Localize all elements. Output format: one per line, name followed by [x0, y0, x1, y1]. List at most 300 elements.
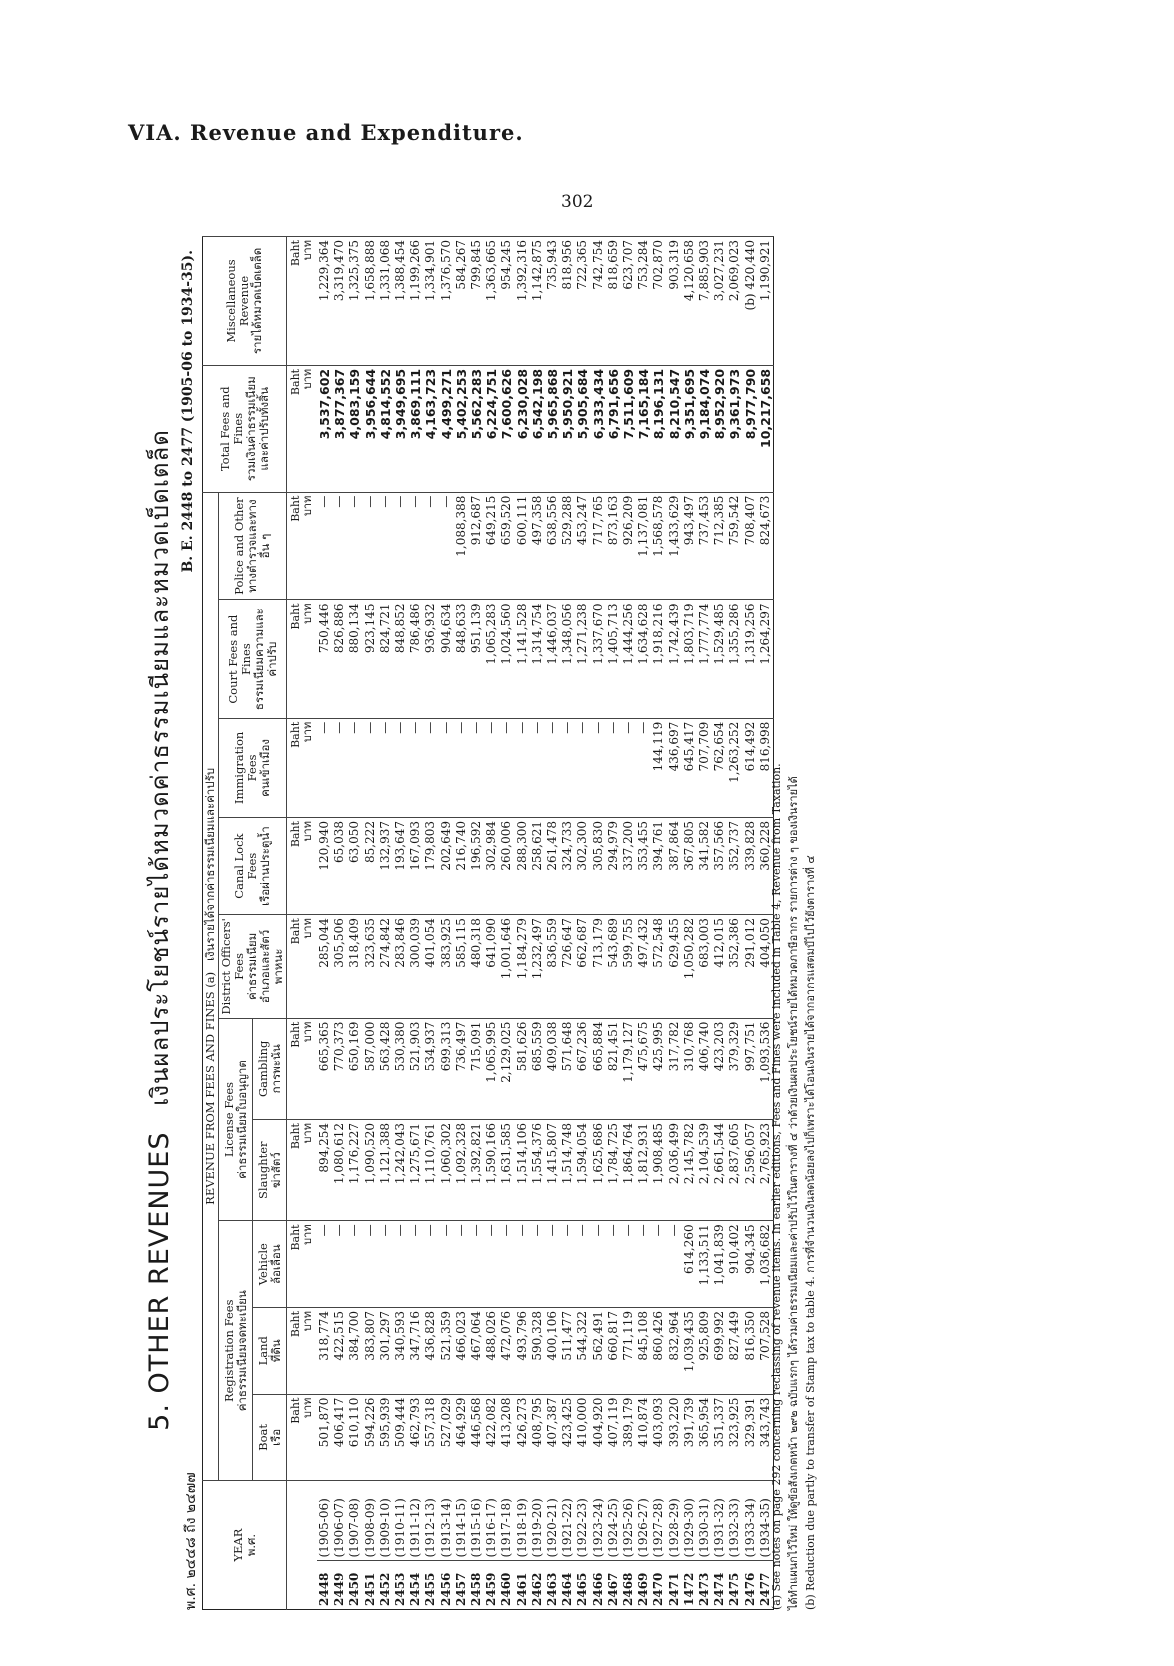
cell-police: — — [439, 492, 454, 600]
table-row — [636, 237, 651, 1610]
cell-police: 717,765 — [591, 492, 606, 600]
cell-slaughter: 1,631,585 — [499, 1120, 514, 1221]
cell-police: — — [363, 492, 378, 600]
cell-land: 467,064 — [469, 1307, 484, 1394]
cell-land: 466,023 — [454, 1307, 469, 1394]
cell-vehicle: 1,133,511 — [697, 1221, 712, 1308]
cell-court: 1,355,286 — [727, 600, 742, 718]
cell-gambling: 699,313 — [439, 1018, 454, 1119]
cell-misc: 753,284 — [636, 237, 651, 366]
cell-canal: 193,647 — [393, 818, 408, 915]
cell-police: 453,247 — [575, 492, 590, 600]
cell-court: 1,777,774 — [697, 600, 712, 718]
cell-misc: 584,267 — [454, 237, 469, 366]
cell-district: 713,179 — [591, 915, 606, 1018]
cell-police: 737,453 — [697, 492, 712, 600]
cell-court: 1,742,439 — [667, 600, 682, 718]
cell-ad: (1930-31) — [697, 1481, 712, 1561]
table-row — [347, 237, 362, 1610]
cell-land: 1,039,435 — [682, 1307, 697, 1394]
table-row — [499, 237, 514, 1610]
cell-immigration: — — [378, 718, 393, 817]
cell-vehicle: 614,260 — [682, 1221, 697, 1308]
cell-be: 2473 — [697, 1561, 712, 1610]
cell-total: 10,217,658 — [758, 365, 774, 492]
cell-vehicle: — — [423, 1221, 438, 1308]
cell-gambling: 821,451 — [606, 1018, 621, 1119]
cell-total: 5,950,921 — [560, 365, 575, 492]
cell-vehicle: — — [499, 1221, 514, 1308]
cell-misc: 1,363,665 — [484, 237, 499, 366]
cell-boat: 406,417 — [332, 1394, 347, 1481]
cell-boat: 610,110 — [347, 1394, 362, 1481]
cell-total: 8,977,790 — [743, 365, 758, 492]
cell-misc: 4,120,658 — [682, 237, 697, 366]
cell-canal: 260,006 — [499, 818, 514, 915]
cell-total: 3,869,111 — [408, 365, 423, 492]
cell-total: 3,877,367 — [332, 365, 347, 492]
cell-vehicle: — — [636, 1221, 651, 1308]
table-title-english: OTHER REVENUES — [144, 1131, 175, 1394]
cell-canal: 357,566 — [712, 818, 727, 915]
table-row — [363, 237, 378, 1610]
table-row — [697, 237, 712, 1610]
cell-misc: 954,245 — [499, 237, 514, 366]
cell-ad: (1923-24) — [591, 1481, 606, 1561]
cell-total: 5,402,253 — [454, 365, 469, 492]
cell-misc: 3,319,470 — [332, 237, 347, 366]
court-header: Court Fees and Fines ธรรมเนียมความและค่าปรับ — [219, 600, 287, 718]
cell-slaughter: 1,812,931 — [636, 1120, 651, 1221]
cell-misc: 1,142,875 — [530, 237, 545, 366]
table-row — [454, 237, 469, 1610]
other-revenues-table — [202, 236, 774, 1610]
cell-police: — — [378, 492, 393, 600]
cell-gambling: 563,428 — [378, 1018, 393, 1119]
cell-ad: (1909-10) — [378, 1481, 393, 1561]
police-header: Police and Other ทางตำรวจและทางอื่น ๆ — [219, 492, 287, 600]
cell-district: 283,846 — [393, 915, 408, 1018]
table-row — [727, 237, 742, 1610]
cell-immigration: — — [393, 718, 408, 817]
cell-ad: (1927-28) — [651, 1481, 666, 1561]
cell-slaughter: 1,242,043 — [393, 1120, 408, 1221]
cell-ad: (1931-32) — [712, 1481, 727, 1561]
boat-header: Boat เรือ — [253, 1394, 287, 1481]
cell-gambling: 317,782 — [667, 1018, 682, 1119]
cell-be: 2462 — [530, 1561, 545, 1610]
unit-cell: Baht บาท — [287, 1394, 318, 1481]
cell-be: 2471 — [667, 1561, 682, 1610]
cell-canal: 216,740 — [454, 818, 469, 915]
table-row — [682, 237, 697, 1610]
cell-be: 2477 — [758, 1561, 774, 1610]
cell-misc: 1,388,454 — [393, 237, 408, 366]
cell-district: 285,044 — [317, 915, 332, 1018]
table-row — [408, 237, 423, 1610]
table-row — [332, 237, 347, 1610]
cell-ad: (1919-20) — [530, 1481, 545, 1561]
cell-boat: 404,920 — [591, 1394, 606, 1481]
cell-district: 683,003 — [697, 915, 712, 1018]
cell-gambling: 571,648 — [560, 1018, 575, 1119]
cell-court: 1,348,056 — [560, 600, 575, 718]
footnote-b: (b) Reduction due partly to transfer of Stamp tax to table 4. การที่จำนวนเงินลดน้อยลงไปก็เพราะได้โอนเงินรายได้จากอากรแสตมป์ไปไว้ยังตารางที่ ๔ — [804, 855, 817, 1610]
cell-ad: (1933-34) — [743, 1481, 758, 1561]
cell-district: 401,054 — [423, 915, 438, 1018]
cell-land: 860,426 — [651, 1307, 666, 1394]
cell-be: 2450 — [347, 1561, 362, 1610]
cell-land: 422,515 — [332, 1307, 347, 1394]
cell-court: 1,337,670 — [591, 600, 606, 718]
cell-ad: (1905-06) — [317, 1481, 332, 1561]
cell-ad: (1928-29) — [667, 1481, 682, 1561]
cell-district: 599,755 — [621, 915, 636, 1018]
cell-immigration: 707,709 — [697, 718, 712, 817]
table-row — [423, 237, 438, 1610]
cell-be: 2470 — [651, 1561, 666, 1610]
cell-immigration: — — [332, 718, 347, 817]
cell-immigration: — — [499, 718, 514, 817]
cell-misc: 818,659 — [606, 237, 621, 366]
cell-district: 836,559 — [545, 915, 560, 1018]
cell-misc: 7,885,903 — [697, 237, 712, 366]
table-row — [667, 237, 682, 1610]
cell-misc: (b) 420,440 — [743, 237, 758, 366]
cell-district: 641,090 — [484, 915, 499, 1018]
cell-land: 544,322 — [575, 1307, 590, 1394]
cell-gambling: 650,169 — [347, 1018, 362, 1119]
cell-land: 699,992 — [712, 1307, 727, 1394]
cell-land: 511,477 — [560, 1307, 575, 1394]
cell-total: 9,361,973 — [727, 365, 742, 492]
cell-slaughter: 2,036,499 — [667, 1120, 682, 1221]
cell-vehicle: — — [591, 1221, 606, 1308]
cell-police: 873,163 — [606, 492, 621, 600]
cell-vehicle: — — [667, 1221, 682, 1308]
cell-total: 6,542,198 — [530, 365, 545, 492]
cell-immigration: — — [347, 718, 362, 817]
cell-misc: 1,229,364 — [317, 237, 332, 366]
unit-cell: Baht บาท — [287, 718, 318, 817]
table-row — [439, 237, 454, 1610]
cell-canal: 294,979 — [606, 818, 621, 915]
cell-boat: 527,029 — [439, 1394, 454, 1481]
cell-canal: 179,803 — [423, 818, 438, 915]
cell-court: 1,446,037 — [545, 600, 560, 718]
cell-gambling: 423,203 — [712, 1018, 727, 1119]
cell-canal: 394,761 — [651, 818, 666, 915]
cell-police: — — [393, 492, 408, 600]
cell-immigration: — — [484, 718, 499, 817]
table-row — [651, 237, 666, 1610]
cell-district: 572,548 — [651, 915, 666, 1018]
cell-court: 1,529,485 — [712, 600, 727, 718]
cell-vehicle: — — [439, 1221, 454, 1308]
cell-gambling: 406,740 — [697, 1018, 712, 1119]
unit-cell: Baht บาท — [287, 237, 318, 366]
cell-boat: 410,000 — [575, 1394, 590, 1481]
cell-immigration: — — [515, 718, 530, 817]
cell-ad: (1906-07) — [332, 1481, 347, 1561]
cell-vehicle: — — [378, 1221, 393, 1308]
cell-total: 7,600,626 — [499, 365, 514, 492]
cell-ad: (1916-17) — [484, 1481, 499, 1561]
cell-total: 4,814,552 — [378, 365, 393, 492]
cell-slaughter: 2,661,544 — [712, 1120, 727, 1221]
cell-police: 912,687 — [469, 492, 484, 600]
cell-slaughter: 1,060,302 — [439, 1120, 454, 1221]
cell-be: 2469 — [636, 1561, 651, 1610]
cell-police: 1,568,578 — [651, 492, 666, 600]
cell-gambling: 581,626 — [515, 1018, 530, 1119]
cell-boat: 413,208 — [499, 1394, 514, 1481]
cell-immigration: 762,654 — [712, 718, 727, 817]
table-title — [140, 250, 179, 1610]
cell-land: 301,297 — [378, 1307, 393, 1394]
cell-immigration: 614,492 — [743, 718, 758, 817]
cell-vehicle: — — [651, 1221, 666, 1308]
cell-gambling: 665,365 — [317, 1018, 332, 1119]
cell-slaughter: 1,110,761 — [423, 1120, 438, 1221]
cell-gambling: 530,380 — [393, 1018, 408, 1119]
cell-vehicle: — — [317, 1221, 332, 1308]
cell-gambling: 1,065,995 — [484, 1018, 499, 1119]
total-header: Total Fees and Fines รวมเงินค่าธรรมเนียมและค่าปรับทั้งสิ้น — [203, 365, 287, 492]
cell-land: 590,328 — [530, 1307, 545, 1394]
cell-be: 2466 — [591, 1561, 606, 1610]
unit-cell: Baht บาท — [287, 915, 318, 1018]
table-row — [545, 237, 560, 1610]
unit-cell: Baht บาท — [287, 365, 318, 492]
cell-district: 404,050 — [758, 915, 774, 1018]
cell-slaughter: 1,554,376 — [530, 1120, 545, 1221]
cell-total: 6,230,028 — [515, 365, 530, 492]
cell-land: 832,964 — [667, 1307, 682, 1394]
cell-land: 383,807 — [363, 1307, 378, 1394]
cell-be: 2457 — [454, 1561, 469, 1610]
cell-police: — — [408, 492, 423, 600]
cell-immigration: — — [423, 718, 438, 817]
cell-police: — — [332, 492, 347, 600]
cell-court: 1,264,297 — [758, 600, 774, 718]
cell-land: 347,716 — [408, 1307, 423, 1394]
table-row — [393, 237, 408, 1610]
cell-vehicle: — — [515, 1221, 530, 1308]
cell-gambling: 667,236 — [575, 1018, 590, 1119]
cell-ad: (1915-16) — [469, 1481, 484, 1561]
cell-canal: 132,937 — [378, 818, 393, 915]
cell-total: 9,351,695 — [682, 365, 697, 492]
cell-total: 5,965,868 — [545, 365, 560, 492]
cell-court: 936,932 — [423, 600, 438, 718]
cell-canal: 261,478 — [545, 818, 560, 915]
page-number: 302 — [561, 192, 594, 212]
cell-be: 2476 — [743, 1561, 758, 1610]
cell-vehicle: — — [469, 1221, 484, 1308]
land-header: Land ที่ดิน — [253, 1307, 287, 1394]
cell-be: 2464 — [560, 1561, 575, 1610]
unit-row — [287, 237, 318, 1610]
cell-gambling: 685,559 — [530, 1018, 545, 1119]
cell-boat: 595,939 — [378, 1394, 393, 1481]
cell-misc: 1,325,375 — [347, 237, 362, 366]
cell-boat: 343,743 — [758, 1394, 774, 1481]
cell-gambling: 409,038 — [545, 1018, 560, 1119]
cell-court: 1,024,560 — [499, 600, 514, 718]
cell-boat: 594,226 — [363, 1394, 378, 1481]
cell-police: 926,209 — [621, 492, 636, 600]
cell-boat: 403,093 — [651, 1394, 666, 1481]
cell-district: 1,232,497 — [530, 915, 545, 1018]
vehicle-header: Vehicle ล้อเลื่อน — [253, 1221, 287, 1308]
cell-be: 2463 — [545, 1561, 560, 1610]
cell-slaughter: 1,275,671 — [408, 1120, 423, 1221]
cell-police: 1,433,629 — [667, 492, 682, 600]
cell-land: 493,796 — [515, 1307, 530, 1394]
cell-vehicle: 904,345 — [743, 1221, 758, 1308]
table-number: 5. — [144, 1403, 175, 1431]
cell-slaughter: 1,092,328 — [454, 1120, 469, 1221]
cell-district: 726,647 — [560, 915, 575, 1018]
district-header: District Officers' Fees ค่าธรรมเนียมอำเภอและสัตว์พาหนะ — [219, 915, 287, 1018]
cell-slaughter: 2,837,605 — [727, 1120, 742, 1221]
cell-land: 384,700 — [347, 1307, 362, 1394]
cell-total: 4,499,271 — [439, 365, 454, 492]
cell-canal: 120,940 — [317, 818, 332, 915]
cell-gambling: 770,373 — [332, 1018, 347, 1119]
license-header: License Fees ค่าธรรมเนียมใบอนุญาต — [219, 1018, 253, 1221]
cell-court: 750,446 — [317, 600, 332, 718]
cell-immigration: 436,697 — [667, 718, 682, 817]
cell-ad: (1925-26) — [621, 1481, 636, 1561]
cell-ad: (1934-35) — [758, 1481, 774, 1561]
cell-vehicle: — — [621, 1221, 636, 1308]
cell-vehicle: 1,041,839 — [712, 1221, 727, 1308]
cell-boat: 365,954 — [697, 1394, 712, 1481]
cell-ad: (1926-27) — [636, 1481, 651, 1561]
unit-cell: Baht บาท — [287, 492, 318, 600]
slaughter-header: Slaughter ฆ่าสัตว์ — [253, 1120, 287, 1221]
cell-total: 6,333,434 — [591, 365, 606, 492]
cell-slaughter: 894,254 — [317, 1120, 332, 1221]
cell-court: 951,139 — [469, 600, 484, 718]
cell-police: 659,520 — [499, 492, 514, 600]
cell-ad: (1932-33) — [727, 1481, 742, 1561]
cell-district: 543,689 — [606, 915, 621, 1018]
cell-ad: (1914-15) — [454, 1481, 469, 1561]
cell-be: 2452 — [378, 1561, 393, 1610]
cell-boat: 509,444 — [393, 1394, 408, 1481]
cell-total: 7,511,609 — [621, 365, 636, 492]
cell-be: 2458 — [469, 1561, 484, 1610]
cell-court: 904,634 — [439, 600, 454, 718]
cell-canal: 63,050 — [347, 818, 362, 915]
cell-vehicle: — — [454, 1221, 469, 1308]
cell-gambling: 736,497 — [454, 1018, 469, 1119]
cell-police: 712,385 — [712, 492, 727, 600]
cell-district: 497,432 — [636, 915, 651, 1018]
be-range-english: B. E. 2448 to 2477 (1905-06 to 1934-35). — [180, 250, 196, 573]
cell-canal: 305,830 — [591, 818, 606, 915]
cell-vehicle: — — [560, 1221, 575, 1308]
cell-district: 318,409 — [347, 915, 362, 1018]
cell-immigration: — — [439, 718, 454, 817]
cell-misc: 1,376,570 — [439, 237, 454, 366]
cell-canal: 360,228 — [758, 818, 774, 915]
cell-court: 1,271,238 — [575, 600, 590, 718]
cell-boat: 329,391 — [743, 1394, 758, 1481]
cell-ad: (1920-21) — [545, 1481, 560, 1561]
cell-court: 826,886 — [332, 600, 347, 718]
cell-slaughter: 1,090,520 — [363, 1120, 378, 1221]
cell-land: 925,809 — [697, 1307, 712, 1394]
cell-be: 2475 — [727, 1561, 742, 1610]
cell-district: 274,842 — [378, 915, 393, 1018]
cell-boat: 501,870 — [317, 1394, 332, 1481]
table-body — [287, 237, 774, 1610]
cell-vehicle: — — [393, 1221, 408, 1308]
cell-district: 662,687 — [575, 915, 590, 1018]
cell-boat: 351,337 — [712, 1394, 727, 1481]
cell-misc: 818,956 — [560, 237, 575, 366]
cell-slaughter: 1,392,821 — [469, 1120, 484, 1221]
gambling-header: Gambling การพะนัน — [253, 1018, 287, 1119]
cell-land: 660,817 — [606, 1307, 621, 1394]
cell-be: 2456 — [439, 1561, 454, 1610]
cell-police: 638,556 — [545, 492, 560, 600]
cell-total: 4,083,159 — [347, 365, 362, 492]
cell-immigration: — — [621, 718, 636, 817]
cell-district: 291,012 — [743, 915, 758, 1018]
cell-misc: 623,707 — [621, 237, 636, 366]
cell-canal: 302,300 — [575, 818, 590, 915]
cell-total: 8,196,131 — [651, 365, 666, 492]
cell-gambling: 534,937 — [423, 1018, 438, 1119]
footnotes — [768, 240, 819, 1610]
cell-misc: 1,334,901 — [423, 237, 438, 366]
cell-be: 2451 — [363, 1561, 378, 1610]
cell-misc: 735,943 — [545, 237, 560, 366]
cell-canal: 196,592 — [469, 818, 484, 915]
table-row — [378, 237, 393, 1610]
cell-slaughter: 1,514,106 — [515, 1120, 530, 1221]
cell-vehicle: — — [408, 1221, 423, 1308]
cell-court: 1,634,628 — [636, 600, 651, 718]
cell-be: 2474 — [712, 1561, 727, 1610]
cell-be: 2454 — [408, 1561, 423, 1610]
cell-immigration: — — [636, 718, 651, 817]
cell-land: 707,528 — [758, 1307, 774, 1394]
cell-canal: 288,300 — [515, 818, 530, 915]
unit-cell: Baht บาท — [287, 600, 318, 718]
cell-court: 1,314,754 — [530, 600, 545, 718]
cell-immigration: — — [560, 718, 575, 817]
cell-slaughter: 1,514,748 — [560, 1120, 575, 1221]
cell-misc: 702,870 — [651, 237, 666, 366]
table-row — [484, 237, 499, 1610]
cell-be: 2455 — [423, 1561, 438, 1610]
cell-immigration: — — [469, 718, 484, 817]
table-row — [560, 237, 575, 1610]
be-range-thai: พ.ศ. ๒๔๔๘ ถึง ๒๔๗๗ — [183, 1472, 199, 1610]
cell-total: 5,905,684 — [575, 365, 590, 492]
cell-vehicle: — — [575, 1221, 590, 1308]
cell-slaughter: 1,080,612 — [332, 1120, 347, 1221]
cell-gambling: 425,995 — [651, 1018, 666, 1119]
cell-canal: 341,582 — [697, 818, 712, 915]
cell-boat: 422,082 — [484, 1394, 499, 1481]
